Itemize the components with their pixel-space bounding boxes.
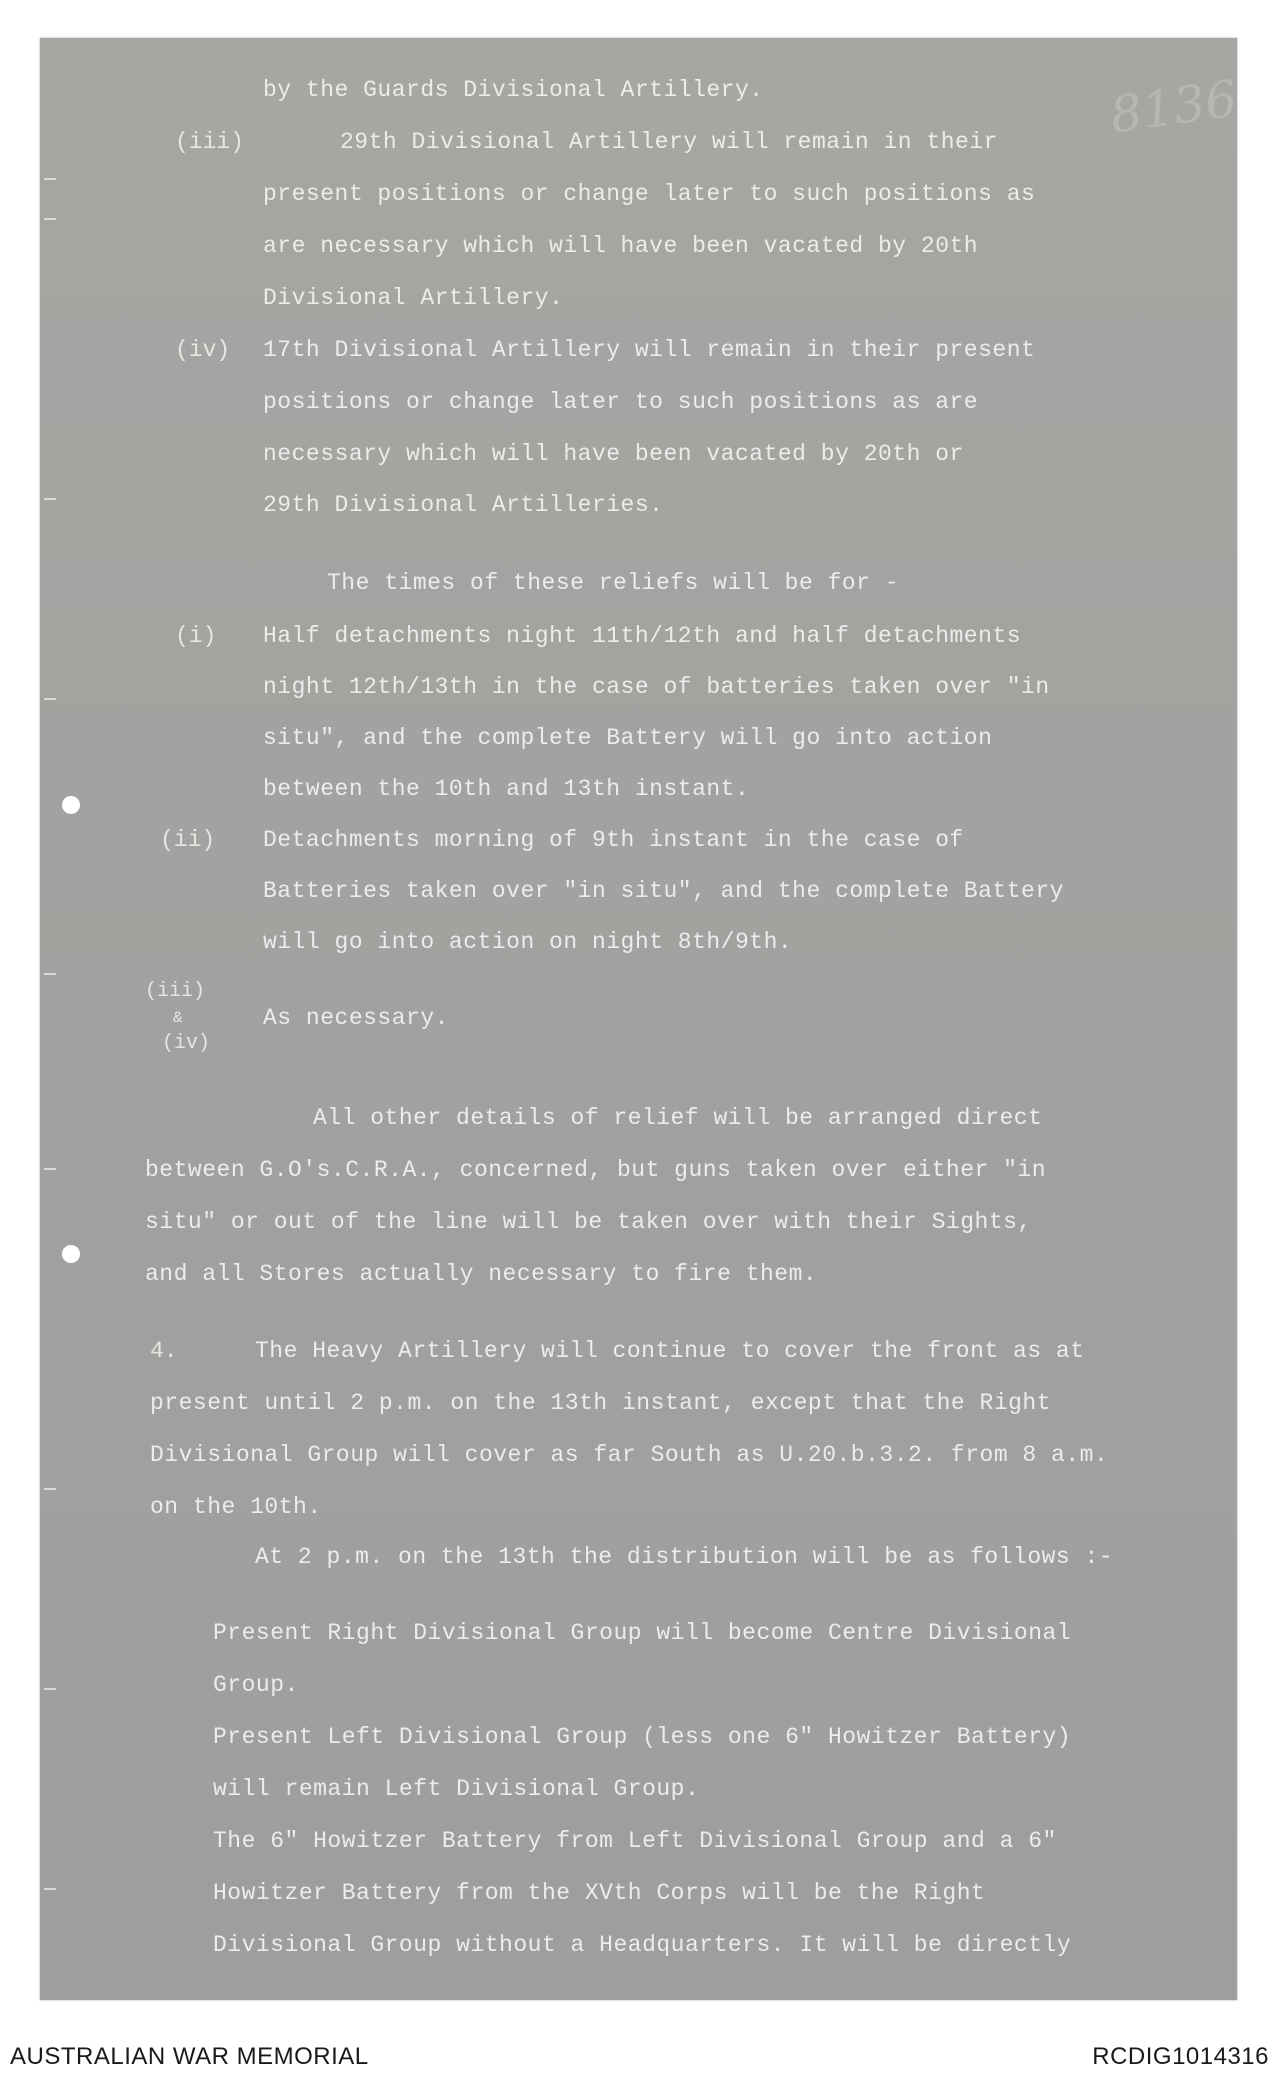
- text-line: present positions or change later to such positions as: [263, 181, 1036, 207]
- text-line: Present Left Divisional Group (less one 6" Howitzer Battery): [213, 1724, 1072, 1750]
- text-line: Divisional Group will cover as far South as U.20.b.3.2. from 8 a.m.: [150, 1442, 1109, 1468]
- text-line: As necessary.: [263, 1005, 449, 1031]
- page-edge-mark: [44, 498, 56, 500]
- text-line: Group.: [213, 1672, 299, 1698]
- handwritten-reference-number: 8136: [1106, 69, 1241, 145]
- page-edge-mark: [44, 1488, 56, 1490]
- text-line: situ", and the complete Battery will go into action: [263, 725, 993, 751]
- text-line: The times of these reliefs will be for -: [327, 570, 900, 596]
- text-line: on the 10th.: [150, 1494, 322, 1520]
- text-line: necessary which will have been vacated by 20th or: [263, 441, 964, 467]
- text-line: At 2 p.m. on the 13th the distribution will be as follows :-: [255, 1544, 1114, 1570]
- clause-number: (i): [175, 623, 217, 649]
- page-edge-mark: [44, 698, 56, 700]
- text-line: Half detachments night 11th/12th and half detachments: [263, 623, 1022, 649]
- text-line: will remain Left Divisional Group.: [213, 1776, 700, 1802]
- clause-number: (iv): [162, 1032, 211, 1055]
- text-line: present until 2 p.m. on the 13th instant, except that the Right: [150, 1390, 1052, 1416]
- paragraph-number: 4.: [150, 1338, 178, 1364]
- text-line: The 6" Howitzer Battery from Left Divisional Group and a 6": [213, 1828, 1057, 1854]
- clause-number: (iv): [175, 337, 231, 363]
- text-line: Batteries taken over "in situ", and the complete Battery: [263, 878, 1064, 904]
- page-edge-mark: [44, 1888, 56, 1890]
- clause-number: (iii): [175, 129, 245, 155]
- text-line: positions or change later to such positions as are: [263, 389, 979, 415]
- text-line: Detachments morning of 9th instant in the case of: [263, 827, 964, 853]
- page-edge-mark: [44, 1688, 56, 1690]
- document-page: [40, 38, 1241, 2000]
- footer-record-id: RCDIG1014316: [1092, 2043, 1269, 2070]
- clause-number: &: [173, 1009, 183, 1027]
- text-line: 17th Divisional Artillery will remain in their present: [263, 337, 1036, 363]
- page-edge-mark: [44, 1168, 56, 1170]
- clause-number: (ii): [160, 827, 216, 853]
- text-line: situ" or out of the line will be taken over with their Sights,: [145, 1209, 1032, 1235]
- text-line: between G.O's.C.R.A., concerned, but guns taken over either "in: [145, 1157, 1047, 1183]
- text-line: by the Guards Divisional Artillery.: [263, 77, 764, 103]
- punch-hole: [62, 1245, 80, 1263]
- text-line: and all Stores actually necessary to fire them.: [145, 1261, 818, 1287]
- text-line: 29th Divisional Artillery will remain in their: [340, 129, 998, 155]
- page-edge-mark: [44, 218, 56, 220]
- page-edge-mark: [44, 973, 56, 975]
- text-line: between the 10th and 13th instant.: [263, 776, 750, 802]
- page-edge-mark: [44, 178, 56, 180]
- clause-number: (iii): [145, 980, 206, 1003]
- punch-hole: [62, 796, 80, 814]
- text-line: Divisional Artillery.: [263, 285, 564, 311]
- text-line: The Heavy Artillery will continue to cover the front as at: [255, 1338, 1085, 1364]
- text-line: 29th Divisional Artilleries.: [263, 492, 664, 518]
- text-line: are necessary which will have been vacated by 20th: [263, 233, 979, 259]
- text-line: All other details of relief will be arranged direct: [313, 1105, 1043, 1131]
- footer-credit: AUSTRALIAN WAR MEMORIAL: [10, 2043, 369, 2070]
- text-line: Howitzer Battery from the XVth Corps will be the Right: [213, 1880, 986, 1906]
- text-line: will go into action on night 8th/9th.: [263, 929, 793, 955]
- text-line: night 12th/13th in the case of batteries taken over "in: [263, 674, 1050, 700]
- text-line: Divisional Group without a Headquarters. It will be directly: [213, 1932, 1072, 1958]
- text-line: Present Right Divisional Group will become Centre Divisional: [213, 1620, 1072, 1646]
